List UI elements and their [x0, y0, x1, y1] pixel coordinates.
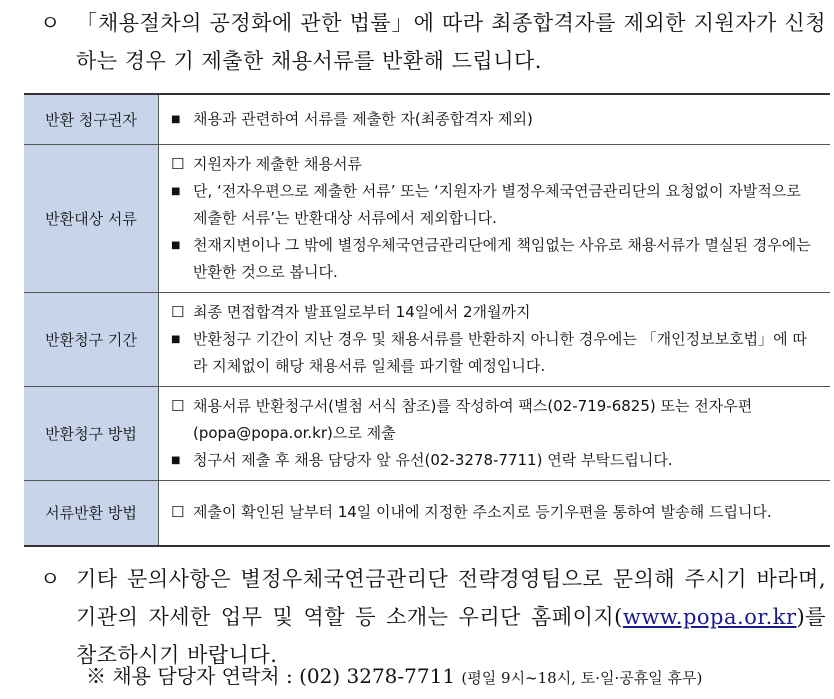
document-return-table [24, 93, 830, 547]
filled-square-icon: ■ [171, 333, 181, 345]
outro-text-before: 기타 문의사항은 별정우체국연금관리단 전략경영팀으로 문의해 주시기 바라며, 기관의 자세한 업무 및 역할 등 소개는 우리단 홈페이지( [76, 567, 826, 629]
item-text: 반환청구 기간이 지난 경우 및 채용서류를 반환하지 아니한 경우에는 「개인정보보호법」에 따라 지체없이 해당 채용서류 일체를 파기할 예정입니다. [193, 329, 807, 375]
row-content [159, 94, 831, 144]
list-item [171, 232, 820, 286]
row-content [159, 386, 831, 480]
outro-text-after: )를 참조하시기 바랍니다. [76, 605, 826, 667]
contact-main: ※ 채용 담당자 연락처 : (02) 3278-7711 [86, 664, 456, 688]
table-row [24, 386, 830, 480]
list-item [171, 178, 820, 232]
item-text: 제출이 확인된 날부터 14일 이내에 지정한 주소지로 등기우편을 통하여 발송해 드립니다. [193, 503, 772, 522]
row-content [159, 144, 831, 292]
row-label: 반환청구 방법 [24, 386, 159, 480]
table-row [24, 94, 830, 144]
row-label: 서류반환 방법 [24, 480, 159, 546]
table-row [24, 480, 830, 546]
outro-paragraph [40, 560, 826, 674]
item-text: 청구서 제출 후 채용 담당자 앞 유선(02-3278-7711) 연락 부탁드립니다. [193, 450, 673, 469]
filled-square-icon: ■ [171, 239, 181, 251]
row-label: 반환대상 서류 [24, 144, 159, 292]
outro-text [76, 560, 826, 674]
checkbox-square-icon: ☐ [171, 154, 185, 173]
item-text: 천재지변이나 그 밖에 별정우체국연금관리단에게 책임없는 사유로 채용서류가 멸실된 경우에는 반환한 것으로 봅니다. [193, 235, 811, 281]
homepage-link[interactable]: www.popa.or.kr [622, 605, 797, 629]
item-text: 채용서류 반환청구서(별첨 서식 참조)를 작성하여 팩스(02-719-6825) 또는 전자우편(popa@popa.or.kr)으로 제출 [193, 396, 753, 442]
checkbox-square-icon: ☐ [171, 302, 185, 321]
item-text: 최종 면접합격자 발표일로부터 14일에서 2개월까지 [193, 302, 531, 321]
outro-bullet: ㅇ [40, 567, 61, 591]
row-label: 반환 청구권자 [24, 94, 159, 144]
row-label: 반환청구 기간 [24, 292, 159, 386]
filled-square-icon: ■ [171, 454, 181, 466]
list-item [171, 393, 820, 447]
list-item [171, 106, 820, 133]
item-text: 지원자가 제출한 채용서류 [193, 154, 362, 173]
list-item [171, 299, 820, 326]
filled-square-icon: ■ [171, 113, 181, 125]
table-row [24, 144, 830, 292]
row-content [159, 292, 831, 386]
item-text: 채용과 관련하여 서류를 제출한 자(최종합격자 제외) [193, 109, 533, 128]
table-row [24, 292, 830, 386]
filled-square-icon: ■ [171, 185, 181, 197]
list-item [171, 499, 820, 526]
checkbox-square-icon: ☐ [171, 396, 185, 415]
list-item [171, 447, 820, 474]
intro-text: 「채용절차의 공정화에 관한 법률」에 따라 최종합격자를 제외한 지원자가 신청하는 경우 기 제출한 채용서류를 반환해 드립니다. [76, 11, 826, 73]
intro-bullet: ㅇ [40, 11, 61, 35]
checkbox-square-icon: ☐ [171, 503, 185, 522]
list-item [171, 151, 820, 178]
list-item [171, 326, 820, 380]
contact-hours: (평일 9시~18시, 토·일·공휴일 휴무) [461, 669, 703, 687]
contact-line [86, 660, 702, 689]
intro-paragraph [40, 4, 826, 80]
item-text: 단, ‘전자우편으로 제출한 서류’ 또는 ‘지원자가 별정우체국연금관리단의 요청없이 자발적으로 제출한 서류’는 반환대상 서류에서 제외합니다. [193, 181, 801, 227]
row-content [159, 480, 831, 546]
